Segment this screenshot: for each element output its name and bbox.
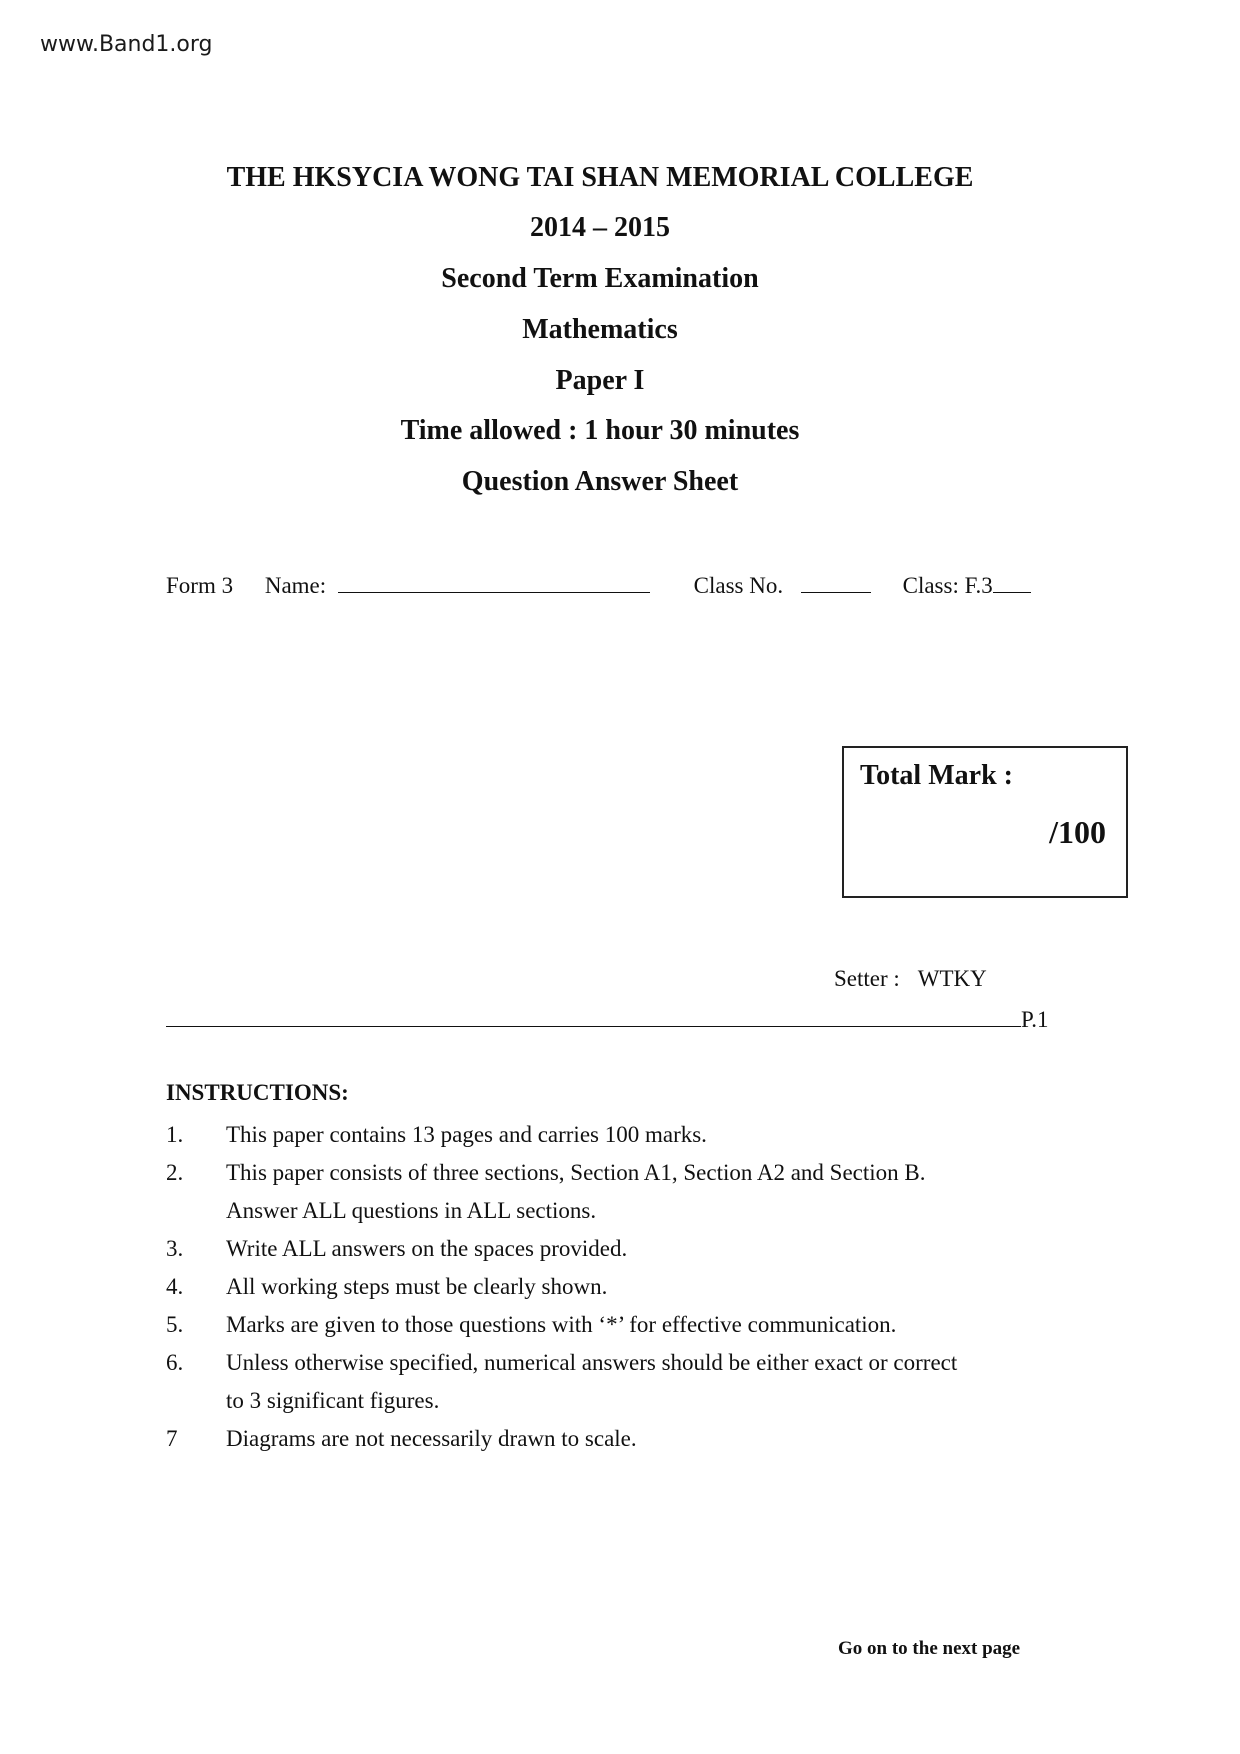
total-mark-box (842, 746, 1128, 898)
time-allowed: Time allowed : 1 hour 30 minutes (400, 415, 800, 446)
academic-year: 2014 – 2015 (530, 212, 670, 243)
setter-label: Setter : (834, 966, 900, 991)
paper-title: Paper I (555, 365, 645, 396)
instruction-text (226, 1116, 1066, 1154)
instruction-number: 5. (166, 1312, 184, 1337)
form-label: Form 3 (166, 573, 234, 598)
class-label: Class: F.3 (902, 573, 993, 598)
instructions-list (166, 1116, 1066, 1458)
instruction-line: Marks are given to those questions with ‘*’ for effective communication. (226, 1312, 897, 1337)
instruction-number: 2. (166, 1160, 184, 1185)
instruction-item (166, 1230, 1066, 1268)
instruction-item (166, 1154, 1066, 1230)
instruction-number: 7 (166, 1426, 178, 1451)
instruction-line: All working steps must be clearly shown. (226, 1274, 608, 1299)
total-mark-value: /100 (1049, 814, 1106, 850)
instruction-number: 6. (166, 1350, 184, 1375)
page-number: P.1 (1021, 1007, 1049, 1032)
instruction-text (226, 1268, 1066, 1306)
sheet-title: Question Answer Sheet (461, 466, 739, 497)
instruction-line: Diagrams are not necessarily drawn to scale. (226, 1426, 637, 1451)
instruction-line: to 3 significant figures. (226, 1388, 440, 1413)
instruction-text (226, 1344, 1066, 1420)
setter-value: WTKY (917, 966, 987, 991)
instruction-text (226, 1306, 1066, 1344)
exam-title: Second Term Examination (441, 263, 759, 294)
setter-row (834, 966, 987, 992)
page-rule-row (166, 1004, 1049, 1033)
instruction-number: 3. (166, 1236, 184, 1261)
instruction-text (226, 1154, 1066, 1230)
school-name: THE HKSYCIA WONG TAI SHAN MEMORIAL COLLEGE (226, 162, 974, 193)
instruction-text (226, 1420, 1066, 1458)
instruction-number: 1. (166, 1122, 184, 1147)
divider-line (166, 1004, 1021, 1027)
instruction-item (166, 1420, 1066, 1458)
instruction-item (166, 1344, 1066, 1420)
name-label: Name: (264, 573, 327, 598)
subject-title: Mathematics (522, 314, 678, 345)
total-mark-label: Total Mark : (860, 760, 1013, 791)
student-info-row (166, 572, 1031, 599)
name-field[interactable] (338, 572, 650, 593)
watermark: www.Band1.org (40, 32, 213, 57)
class-no-field[interactable] (801, 572, 871, 593)
next-page-note: Go on to the next page (838, 1638, 1021, 1659)
instruction-line: This paper contains 13 pages and carries 100 marks. (226, 1122, 707, 1147)
class-field[interactable] (993, 572, 1031, 593)
instruction-item (166, 1116, 1066, 1154)
instruction-text (226, 1230, 1066, 1268)
instructions-title: INSTRUCTIONS: (166, 1080, 349, 1105)
class-no-label: Class No. (693, 573, 784, 598)
instruction-line: Write ALL answers on the spaces provided. (226, 1236, 628, 1261)
instruction-line: Unless otherwise specified, numerical answers should be either exact or correct (226, 1350, 958, 1375)
instruction-line: This paper consists of three sections, Section A1, Section A2 and Section B. (226, 1160, 926, 1185)
instruction-item (166, 1306, 1066, 1344)
instruction-line: Answer ALL questions in ALL sections. (226, 1198, 597, 1223)
instruction-number: 4. (166, 1274, 184, 1299)
instruction-item (166, 1268, 1066, 1306)
